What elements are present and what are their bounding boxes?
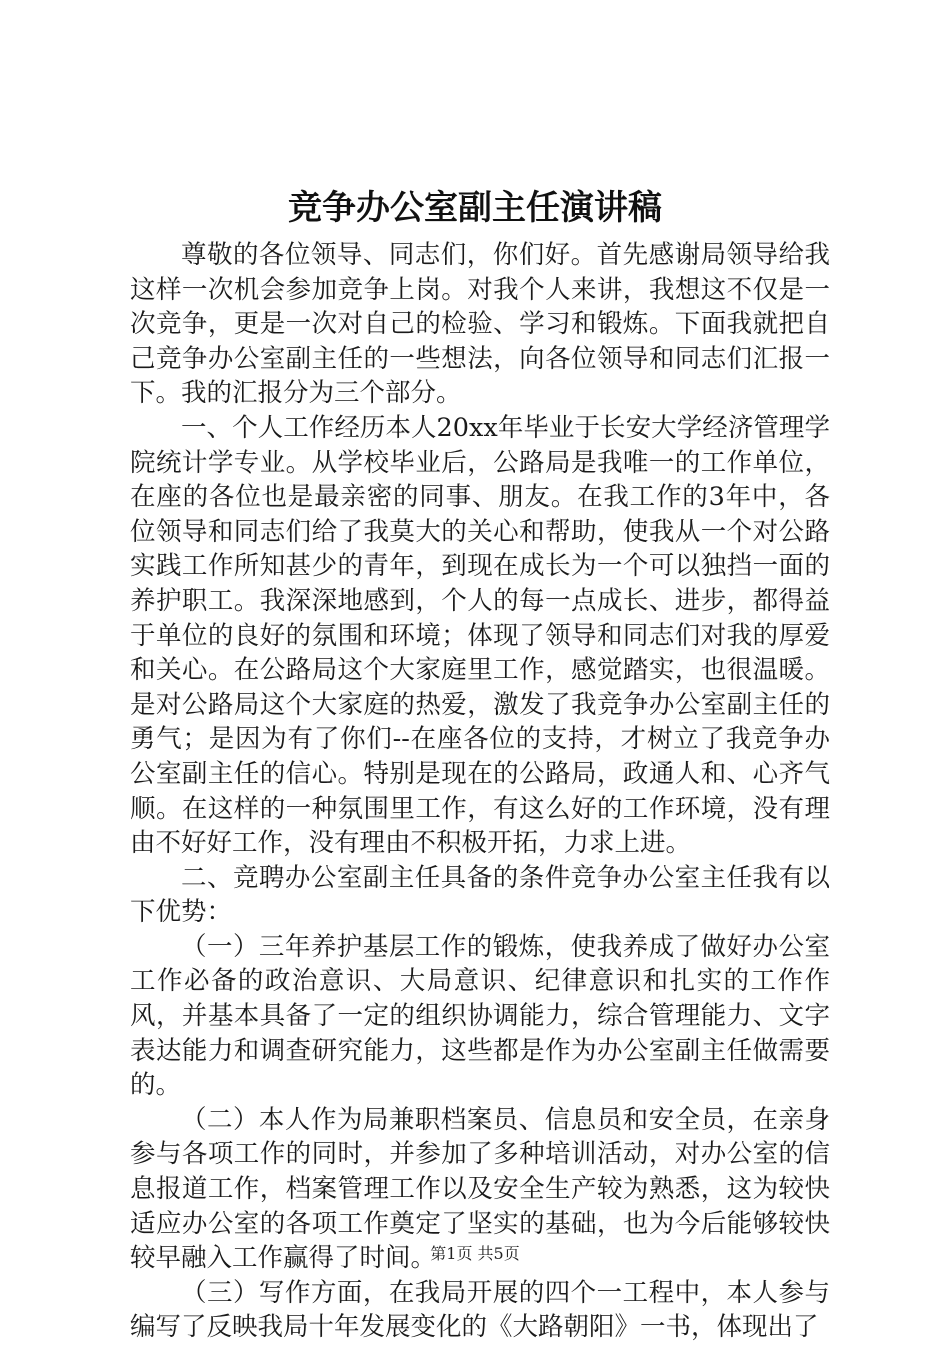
paragraph-item-1: （一）三年养护基层工作的锻炼，使我养成了做好办公室工作必备的政治意识、大局意识、纪律意识和扎实的工作作风，并基本具备了一定的组织协调能力，综合管理能力、文字表达能力和调查研究能力，这些都是作为办公室副主任做需要的。 bbox=[130, 931, 830, 1101]
paragraph-intro: 尊敬的各位领导、同志们，你们好。首先感谢局领导给我这样一次机会参加竞争上岗。对我个人来讲，我想这不仅是一次竞争，更是一次对自己的检验、学习和锻炼。下面我就把自己竞争办公室副主任的一些想法，向各位领导和同志们汇报一下。我的汇报分为三个部分。 bbox=[130, 240, 830, 409]
paragraph-section-2: 二、竞聘办公室副主任具备的条件竞争办公室主任我有以下优势： bbox=[130, 862, 830, 928]
document-body bbox=[130, 238, 830, 1345]
paragraph-item-3: （三）写作方面，在我局开展的四个一工程中，本人参与编写了反映我局十年发展变化的《大路朝阳》一书，体现出了 bbox=[130, 1277, 830, 1343]
paragraph-section-1: 一、个人工作经历本人20xx年毕业于长安大学经济管理学院统计学专业。从学校毕业后，公路局是我唯一的工作单位，在座的各位也是最亲密的同事、朋友。在我工作的3年中，各位领导和同志们给了我莫大的关心和帮助，使我从一个对公路实践工作所知甚少的青年，到现在成长为一个可以独挡一面的养护职工。我深深地感到，个人的每一点成长、进步，都得益于单位的良好的氛围和环境；体现了领导和同志们对我的厚爱和关心。在公路局这个大家庭里工作，感觉踏实，也很温暖。是对公路局这个大家庭的热爱，激发了我竞争办公室副主任的勇气；是因为有了你们--在座各位的支持，才树立了我竞争办公室副主任的信心。特别是现在的公路局，政通人和、心齐气顺。在这样的一种氛围里工作，有这么好的工作环境，没有理由不好好工作，没有理由不积极开拓，力求上进。 bbox=[130, 412, 830, 859]
paragraph-item-2: （二）本人作为局兼职档案员、信息员和安全员，在亲身参与各项工作的同时，并参加了多种培训活动，对办公室的信息报道工作，档案管理工作以及安全生产较为熟悉，这为较快适应办公室的各项工作奠定了坚实的基础，也为今后能够较快较早融入工作赢得了时间。 bbox=[130, 1104, 830, 1274]
page-number-footer: 第1页 共5页 bbox=[430, 1244, 520, 1263]
document-title: 竞争办公室副主任演讲稿 bbox=[288, 188, 662, 228]
